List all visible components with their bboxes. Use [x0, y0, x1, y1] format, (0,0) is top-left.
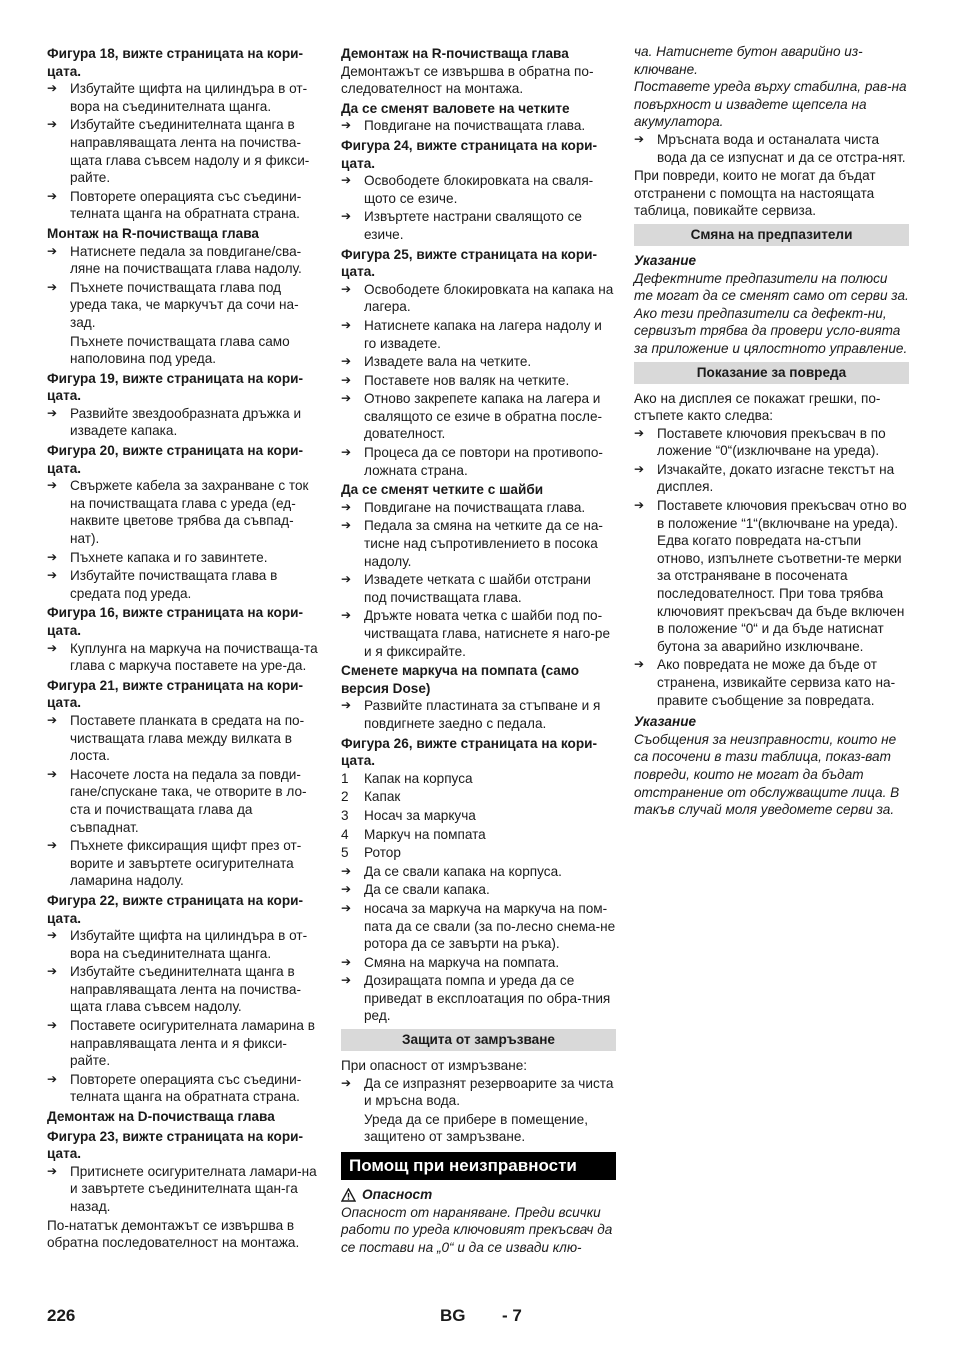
- arrow-step: ➔ Смяна на маркуча на помпата.: [341, 954, 616, 972]
- section-heading: Сменете маркуча на помпата (само версия Dose): [341, 663, 580, 696]
- column-3: [634, 43, 909, 819]
- arrow-step: ➔ Пъхнете фиксиращия щифт през от-ворите и завъртете осигурителната ламарина надолу.: [47, 837, 320, 890]
- arrow-step: ➔ Избутайте съединителната щанга в направляващата лента на почиства-щата глава съвсем надолу и я фикси-райте.: [47, 116, 320, 186]
- note-label: Указание: [634, 714, 697, 730]
- section-heading: Демонтаж на R-почистваща глава: [341, 46, 569, 61]
- arrow-step: ➔ Да се свали капака.: [341, 881, 616, 899]
- arrow-step: ➔ Извадете четката с шайби отстрани под почистващата глава.: [341, 571, 616, 606]
- arrow-step: ➔ Избутайте щифта на цилиндъра в от-вора на съединителната щанга.: [47, 80, 320, 115]
- arrow-step: ➔ Насочете лоста на педала за повди-гане/спускане така, че отворите в ло-ста и почистващата глава да съвпаднат.: [47, 766, 320, 836]
- language-code: BG: [440, 1306, 466, 1325]
- section-heading: Монтаж на R-почистваща глава: [47, 225, 259, 241]
- column-2: [341, 43, 616, 1256]
- item-number: 3: [341, 807, 349, 823]
- arrow-step: ➔ Притиснете осигурителната ламари-на и завъртете съединителната щан-га назад.: [47, 1163, 320, 1216]
- arrow-step: ➔ Избутайте щифта на цилиндъра в от-вора на съединителната щанга.: [47, 927, 320, 962]
- arrow-step: ➔ Поставете ключовия прекъсвач в по ложение “0“(изключване на уреда).: [634, 425, 909, 460]
- section-heading: Да се сменят валовете на четките: [341, 100, 570, 116]
- item-text: Капак на корпуса: [364, 770, 473, 786]
- numbered-item: [341, 826, 616, 844]
- section-heading: Фигура 19, вижте страницата на кори-цата.: [47, 370, 304, 404]
- arrow-step: ➔ Извъртете настрани свалящото се езиче.: [341, 208, 616, 243]
- indented-paragraph: Уреда да се прибере в помещение, защитено от замръзване.: [364, 1111, 588, 1145]
- section-heading: Фигура 23, вижте страницата на кори-цата.: [47, 1128, 304, 1162]
- section-page-number: - 7: [502, 1306, 522, 1325]
- arrow-step: ➔ Развийте звездообразната дръжка и извадете капака.: [47, 405, 320, 440]
- arrow-step: ➔ Повдигане на почистващата глава.: [341, 499, 616, 517]
- arrow-step: ➔ Избутайте почистващата глава в средата под уреда.: [47, 567, 320, 602]
- arrow-step: ➔ носача за маркуча на маркуча на пом-пата да се свали (за по-лесно снема-не ротора да се завърти на ръка).: [341, 900, 616, 953]
- section-heading: Фигура 26, вижте страницата на кори-цата.: [341, 735, 598, 769]
- item-number: 5: [341, 845, 349, 861]
- arrow-step: ➔ Освободете блокировката на капака на лагера.: [341, 281, 616, 316]
- item-text: Ротор: [364, 845, 401, 861]
- arrow-step: ➔ Избутайте съединителната щанга в направляващата лента на почиства-щата глава съвсем надолу.: [47, 963, 320, 1016]
- arrow-step: ➔ Натиснете педала за повдигане/сва-ляне на почистващата глава надолу.: [47, 243, 320, 278]
- item-text: Носач за маркуча: [364, 807, 476, 823]
- arrow-step: ➔ Дозиращата помпа и уреда да се приведат в експлоатация по обра-тния ред.: [341, 972, 616, 1025]
- item-text: Маркуч на помпата: [364, 826, 486, 842]
- section-heading: Фигура 21, вижте страницата на кори-цата.: [47, 677, 304, 711]
- arrow-step: ➔ Мръсната вода и останалата чиста вода да се изпуснат и да се отстра-нят.: [634, 131, 909, 166]
- paragraph: При повреди, които не могат да бъдат отстранени с помощта на настоящата таблица, повикайте сервиза.: [634, 168, 876, 219]
- numbered-item: [341, 788, 616, 806]
- note-label: Указание: [634, 252, 697, 268]
- italic-paragraph: Съобщения за неизправности, които не са посочени в тази таблица, показ-ват повреди, които не могат да бъдат отстранение от обслужващите лица. В такъв случай моля уведомете серви за.: [634, 731, 900, 818]
- arrow-step: ➔ Извадете вала на четките.: [341, 353, 616, 371]
- arrow-step: ➔ Да се свали капака на корпуса.: [341, 863, 616, 881]
- arrow-step: ➔ Педала за смяна на четките да се на-тисне над съпротивлението в посока надолу.: [341, 517, 616, 570]
- paragraph: Демонтажът се извършва в обратна по-следователност на монтажа.: [341, 63, 594, 97]
- arrow-step: ➔ Пъхнете капака и го завинтете.: [47, 549, 320, 567]
- page-number: 226: [47, 1306, 76, 1325]
- arrow-step: ➔ Поставете планката в средата на по-чистващата глава между вилката в лоста.: [47, 712, 320, 765]
- warning-triangle-icon: [341, 1188, 356, 1202]
- section-heading: Фигура 16, вижте страницата на кори-цата.: [47, 605, 304, 638]
- danger-label-text: Опасност: [362, 1187, 433, 1203]
- arrow-step: ➔ Освободете блокировката на сваля-щото се езиче.: [341, 172, 616, 207]
- arrow-step: ➔ Дръжте новата четка с шайби под по-чистващата глава, натиснете я наго-ре и я фиксирайте.: [341, 607, 616, 660]
- item-number: 4: [341, 826, 349, 842]
- section-heading: Фигура 20, вижте страницата на кори-цата.: [47, 443, 304, 476]
- danger-label: [341, 1186, 616, 1204]
- arrow-step: ➔ Куплунга на маркуча на почистваща-та глава с маркуча поставете на уре-да.: [47, 640, 320, 675]
- item-text: Капак: [364, 789, 401, 805]
- paragraph: Ако на дисплея се покажат грешки, по-стъпете както следва:: [634, 390, 881, 424]
- section-heading: Фигура 18, вижте страницата на кори-цата.: [47, 46, 304, 79]
- numbered-item: [341, 807, 616, 825]
- section-heading: Фигура 22, вижте страницата на кори-цата.: [47, 892, 304, 926]
- section-bar-heading: Смяна на предпазители: [634, 224, 909, 246]
- indented-paragraph: Пъхнете почистващата глава само наполовина под уреда.: [70, 333, 290, 367]
- chapter-heading: Помощ при неизправности: [341, 1152, 616, 1180]
- arrow-step: ➔ Поставете ключовия прекъсвач отно во в положение “1“(включване на уреда). Едва когато повредата на-стъпи отново, изпълнете съответни-те мерки за отстраняване в посочената последователност. При това трябва ключовият прекъсвач да бъде включен в положение “0“ и да бъде натиснат бутона за аварийно изключване.: [634, 497, 909, 655]
- italic-paragraph: ча. Натиснете бутон аварийно из-ключване.: [634, 44, 863, 77]
- italic-paragraph: Дефектните предпазители на полюси те могат да се сменят само от серви за. Ако тези предпазители са дефект-ни, сервизът трябва да провери усло-вията за приложение и цялостното управление.: [634, 270, 909, 356]
- arrow-step: ➔ Ако повредата не може да бъде от странена, извикайте сервиза като на-правите съобщение за повредата.: [634, 656, 909, 709]
- numbered-item: [341, 770, 616, 788]
- italic-paragraph: Опасност от нараняване. Преди всички работи по уреда ключовият прекъсвач да се постави на „0“ и да се извади клю-: [341, 1204, 613, 1255]
- arrow-step: ➔ Повторете операцията със съедини-телната щанга на обратната страна.: [47, 188, 320, 223]
- section-heading: Да се сменят четките с шайби: [341, 482, 544, 498]
- arrow-step: ➔ Свържете кабела за захранване с ток на почистващата глава с уреда (ед-наквите цветове трябва да съвпад-нат).: [47, 477, 320, 547]
- section-bar-heading: Защита от замръзване: [341, 1029, 616, 1051]
- paragraph: По-нататък демонтажът се извършва в обратна последователност на монтажа.: [47, 1217, 300, 1251]
- arrow-step: ➔ Отново закрепете капака на лагера и свалящото се езиче в обратна после-дователност.: [341, 390, 616, 443]
- arrow-step: ➔ Повдигане на почистващата глава.: [341, 117, 616, 135]
- arrow-step: ➔ Пъхнете почистващата глава под уреда така, че маркучът да сочи на-зад.: [47, 279, 320, 332]
- section-heading: Фигура 25, вижте страницата на кори-цата.: [341, 246, 598, 280]
- paragraph: При опасност от измръзване:: [341, 1058, 528, 1074]
- numbered-item: [341, 844, 616, 862]
- arrow-step: ➔ Процеса да се повтори на противопо-ложната страна.: [341, 444, 616, 479]
- arrow-step: ➔ Да се изпразнят резервоарите за чиста и мръсна вода.: [341, 1075, 616, 1110]
- arrow-step: ➔ Натиснете капака на лагера надолу и го извадете.: [341, 317, 616, 352]
- section-bar-heading: Показание за повреда: [634, 362, 909, 384]
- arrow-step: ➔ Развийте пластината за стъпване и я повдигнете заедно с педала.: [341, 697, 616, 732]
- arrow-step: ➔ Изчакайте, докато изгасне текстът на дисплея.: [634, 461, 909, 496]
- item-number: 1: [341, 770, 349, 786]
- arrow-step: ➔ Повторете операцията със съедини-телната щанга на обратната страна.: [47, 1071, 320, 1106]
- section-heading: Демонтаж на D-почистваща глава: [47, 1109, 275, 1125]
- item-number: 2: [341, 789, 349, 805]
- arrow-step: ➔ Поставете осигурителната ламарина в направляващата лента и я фикси-райте.: [47, 1017, 320, 1070]
- arrow-step: ➔ Поставете нов валяк на четките.: [341, 372, 616, 390]
- italic-paragraph: Поставете уреда върху стабилна, рав-на повърхност и извадете щепсела на акумулатора.: [634, 79, 907, 130]
- section-heading: Фигура 24, вижте страницата на кори-цата.: [341, 137, 598, 171]
- column-1: [47, 43, 320, 1252]
